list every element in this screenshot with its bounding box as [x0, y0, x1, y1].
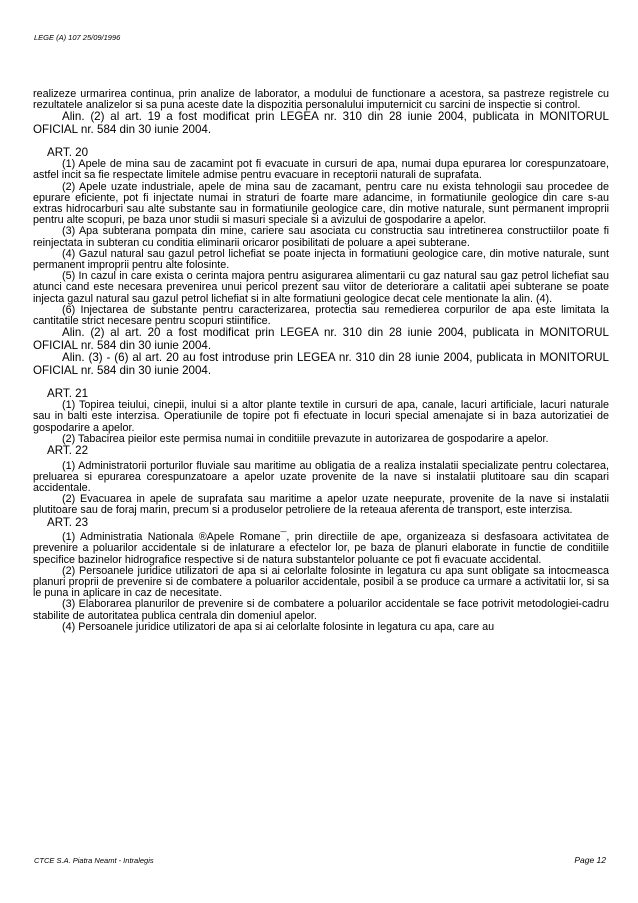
paragraph: (2) Persoanele juridice utilizatori de apa si ai celorlalte folosinte in legatura cu apa sunt obligate sa intocmeasca planuri proprii de prevenire si de combatere a poluarilor accidentale, posibil a se produce ca urmare a activitatii lor, si sa le puna in aplicare in caz de necesitate. [33, 564, 609, 600]
paragraph: (5) In cazul in care exista o cerinta majora pentru asigurarea alimentarii cu gaz natural sau gaz petrol lichefiat sau atunci cand este necesara prevenirea unui pericol prezent sau viitor de deteriorare a calitatii apei subterane se poate injecta gazul natural sau gazul petrol lichefiat si in alte formatiuni geologice decat cele mentionate la alin. (4). [33, 270, 609, 305]
document-body [33, 89, 609, 633]
article-heading: ART. 23 [47, 515, 89, 529]
page-number: Page 12 [574, 855, 606, 865]
article-heading: ART. 22 [47, 444, 89, 458]
paragraph: (3) Apa subterana pompata din mine, cariere sau asociata cu constructia sau intretinerea constructiilor poate fi reinjectata in subteran cu conditia eliminarii oricaror posibilitati de poluare a apei subterane. [33, 225, 609, 249]
paragraph: (4) Persoanele juridice utilizatori de apa si ai celorlalte folosinte in legatura cu apa, care au [62, 620, 495, 633]
paragraph: (1) Topirea teiului, cinepii, inului si a altor plante textile in cursuri de apa, canale, lacuri artificiale, lacuri naturale sau in balti este interzisa. Operatiunile de topire pot fi efectuate in locuri special amenajate si in baza autorizatiei de gospodarire a apelor. [33, 399, 609, 434]
amendment-note: Alin. (3) - (6) al art. 20 au fost introduse prin LEGEA nr. 310 din 28 iunie 2004, publicata in MONITORUL OFICIAL nr. 584 din 30 iunie 2004. [33, 351, 609, 378]
paragraph: (4) Gazul natural sau gazul petrol lichefiat se poate injecta in formatiuni geologice care, din motive naturale, sunt permanent improprii pentru alte folosinte. [33, 247, 609, 272]
paragraph: (6) Injectarea de substante pentru caracterizarea, protectia sau remedierea corpurilor de apa este limitata la cantitatile strict necesare pentru scopuri stiintifice. [33, 303, 609, 328]
amendment-note: Alin. (2) al art. 20 a fost modificat prin LEGEA nr. 310 din 28 iunie 2004, publicata in MONITORUL OFICIAL nr. 584 din 30 iunie 2004. [33, 326, 609, 352]
paragraph: (1) Apele de mina sau de zacamint pot fi evacuate in cursuri de apa, numai dupa epurarea lor corespunzatoare, astfel incit sa fie respectate limitele admise pentru evacuare in receptorii naturali de suprafata. [33, 158, 609, 182]
paragraph: (2) Evacuarea in apele de suprafata sau maritime a apelor uzate neepurate, provenite de la nave si instalatii plutitoare sau de foraj marin, precum si a produselor petroliere de la reteaua aferenta de transport, este interzisa. [33, 493, 609, 517]
article-heading: ART. 21 [47, 386, 89, 400]
paragraph: (2) Apele uzate industriale, apele de mina sau de zacamant, pentru care nu exista tehnologii sau procedee de epurare eficiente, pot fi injectate numai in straturi de foarte mare adancime, in formatiunile geologice din care s-au extras hidrocarburi sau alte substante sau in formatiunile geologice care, din motive naturale, sunt permanent improprii pentru alte scopuri, pe baza unor studii si masuri speciale si a avizului de gospodarire a apelor. [33, 180, 609, 227]
document-header: LEGE (A) 107 25/09/1996 [34, 33, 121, 42]
article-heading: ART. 20 [47, 145, 89, 159]
paragraph: realizeze urmarirea continua, prin analize de laborator, a modului de functionare a acestora, sa pastreze registrele cu rezultatele analizelor si sa puna aceste date la dispozitia personalului imputernicit cu sarcini de inspectie si control. [33, 88, 609, 112]
paragraph: (2) Tabacirea pieilor este permisa numai in conditiile prevazute in autorizarea de gospodarire a apelor. [62, 432, 549, 445]
paragraph: (3) Elaborarea planurilor de prevenire si de combatere a poluarilor accidentale se face potrivit metodologiei-cadru stabilite de autoritatea publica centrala din domeniul apelor. [33, 598, 609, 622]
footer-source: CTCE S.A. Piatra Neamt - Intralegis [34, 856, 154, 865]
amendment-note: Alin. (2) al art. 19 a fost modificat prin LEGEA nr. 310 din 28 iunie 2004, publicata in MONITORUL OFICIAL nr. 584 din 30 iunie 2004. [33, 110, 609, 136]
paragraph: (1) Administratia Nationala ®Apele Romane¯, prin directiile de ape, organizeaza si desfasoara activitatea de prevenire a poluarilor accidentale si de inlaturare a efectelor lor, pe baza de planuri elaborate in functie de conditiile specifice bazinelor hidrografice respective si de natura substantelor poluante ce pot fi evacuate accidental. [33, 531, 609, 566]
paragraph: (1) Administratorii porturilor fluviale sau maritime au obligatia de a realiza instalatii specializate pentru colectarea, preluarea si epurarea corespunzatoare a apelor uzate provenite de la nave si instalatii plutitoare sau din scapari accidentale. [33, 459, 609, 495]
